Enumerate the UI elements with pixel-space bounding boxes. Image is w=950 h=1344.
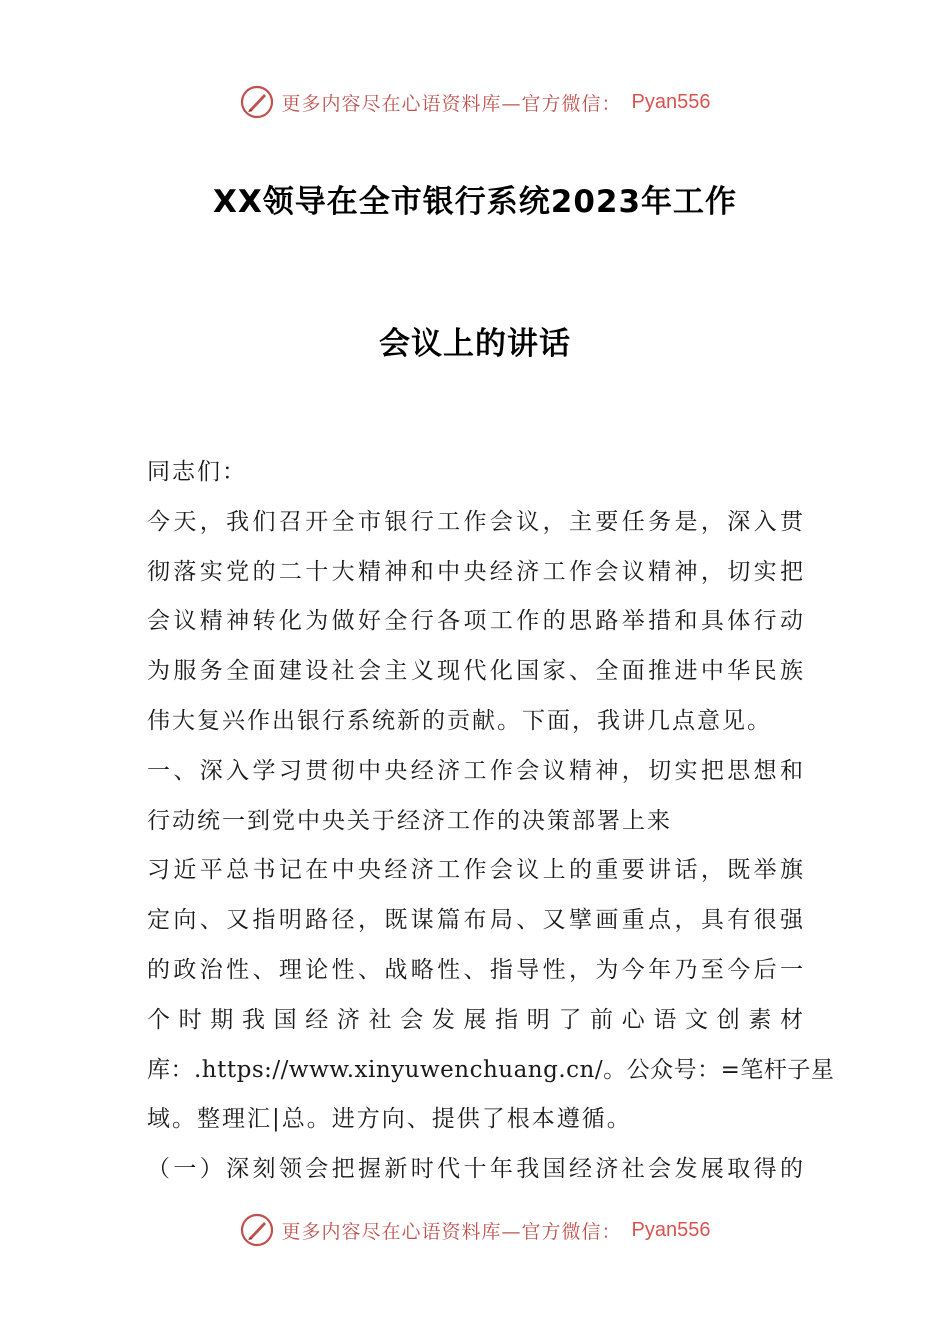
subsection-heading-line: （一）深刻领会把握新时代十年我国经济社会发展取得的 — [147, 1156, 805, 1183]
body-line: 个时期我国经济社会发展指明了前心语文创素材 — [147, 1006, 805, 1033]
quill-logo-icon — [240, 1213, 274, 1247]
watermark-wechat-id: Pyan556 — [631, 90, 711, 113]
section-heading-line: 一、深入学习贯彻中央经济工作会议精神，切实把思想和 — [147, 757, 805, 784]
body-line: 彻落实党的二十大精神和中央经济工作会议精神，切实把 — [147, 558, 805, 585]
document-body — [147, 448, 835, 1195]
body-line: 习近平总书记在中央经济工作会议上的重要讲话，既举旗 — [147, 857, 805, 884]
quill-logo-icon — [240, 85, 274, 119]
watermark-wechat-id: Pyan556 — [631, 1218, 711, 1241]
section-heading-line: 行动统一到党中央关于经济工作的决策部署上来 — [147, 807, 672, 834]
salutation: 同志们： — [147, 459, 247, 485]
header-watermark — [0, 82, 950, 122]
body-line: 今天，我们召开全市银行工作会议，主要任务是，深入贯 — [147, 508, 805, 535]
footer-watermark — [0, 1210, 950, 1250]
watermark-text: 更多内容尽在心语资料库—官方微信： — [281, 92, 622, 115]
body-line: 会议精神转化为做好全行各项工作的思路举措和具体行动 — [147, 608, 805, 635]
body-line: 为服务全面建设社会主义现代化国家、全面推进中华民族 — [147, 658, 805, 685]
body-line: 域。整理汇|总。进方向、提供了根本遵循。 — [147, 1106, 632, 1133]
watermark-text: 更多内容尽在心语资料库—官方微信： — [281, 1220, 622, 1243]
body-line: 的政治性、理论性、战略性、指导性，为今年乃至今后一 — [147, 956, 805, 983]
body-line: 定向、又指明路径，既谋篇布局、又擘画重点，具有很强 — [147, 907, 805, 934]
body-line-url: 库：.https://www.xinyuwenchuang.cn/。公众号：=笔杆子星 — [147, 1056, 835, 1083]
document-title-line1: XX领导在全市银行系统2023年工作 — [212, 184, 738, 220]
body-line: 伟大复兴作出银行系统新的贡献。下面，我讲几点意见。 — [147, 707, 772, 734]
document-title-line2: 会议上的讲话 — [379, 326, 571, 362]
